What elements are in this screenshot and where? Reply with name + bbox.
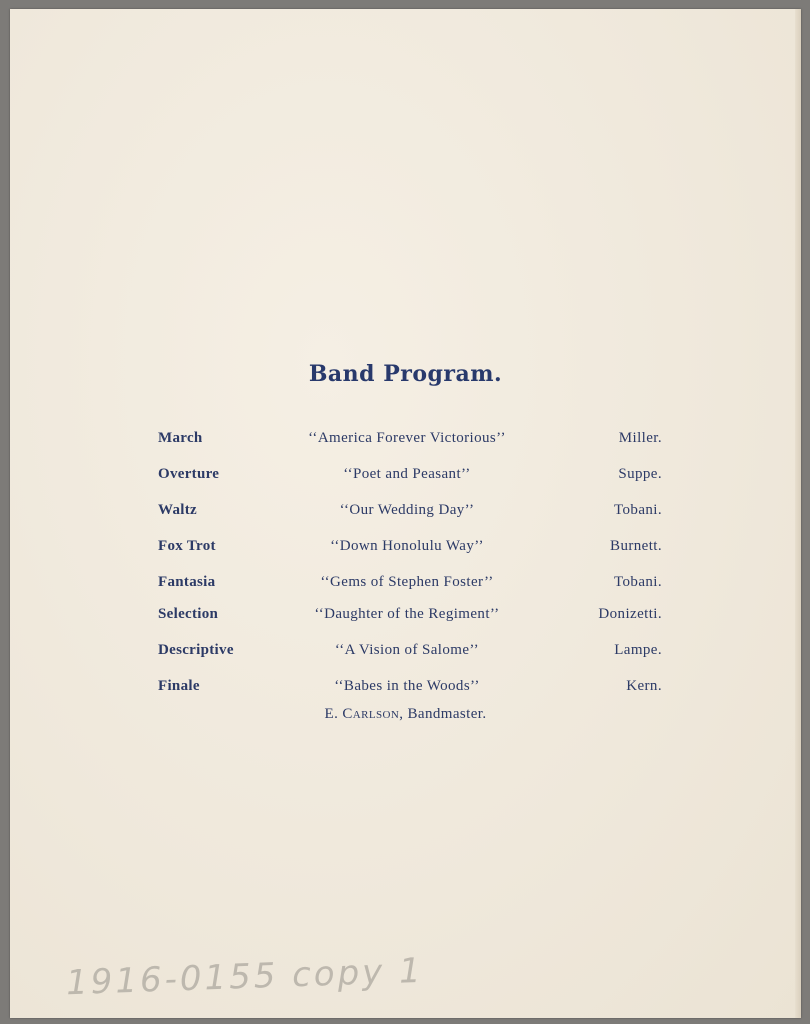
program-card (10, 9, 801, 1018)
composer: Lampe. (614, 642, 662, 658)
program-row (10, 678, 801, 700)
composer: Kern. (626, 678, 662, 694)
bandmaster-name: Carlson (342, 706, 400, 722)
composer: Tobani. (614, 502, 662, 518)
bandmaster-role: , Bandmaster. (399, 706, 487, 722)
program-row (10, 606, 801, 628)
composer: Donizetti. (598, 606, 662, 622)
piece-type: Overture (158, 466, 220, 482)
composer: Suppe. (618, 466, 662, 482)
bandmaster-line (10, 706, 801, 723)
program-row (10, 642, 801, 664)
piece-title: ‘‘Our Wedding Day’’ (339, 502, 475, 518)
piece-title: ‘‘Gems of Stephen Foster’’ (320, 574, 494, 590)
composer: Miller. (618, 430, 662, 446)
piece-title: ‘‘Babes in the Woods’’ (334, 678, 480, 694)
piece-title: ‘‘Poet and Peasant’’ (343, 466, 471, 482)
bandmaster-initial: E. (324, 706, 339, 722)
piece-type: Descriptive (158, 642, 234, 658)
program-row (10, 466, 801, 488)
piece-type: Finale (158, 678, 200, 694)
piece-type: Fantasia (158, 574, 216, 590)
piece-type: March (158, 430, 203, 446)
page-title: Band Program. (308, 361, 503, 387)
piece-title: ‘‘Daughter of the Regiment’’ (314, 606, 500, 622)
program-row (10, 538, 801, 560)
pencil-annotation: 1916-0155 copy 1 (65, 950, 425, 1004)
piece-title: ‘‘Down Honolulu Way’’ (330, 538, 484, 554)
piece-type: Fox Trot (158, 538, 216, 554)
program-row (10, 430, 801, 452)
composer: Tobani. (614, 574, 662, 590)
piece-type: Selection (158, 606, 219, 622)
piece-title: ‘‘America Forever Victorious’’ (308, 430, 506, 446)
piece-title: ‘‘A Vision of Salome’’ (334, 642, 480, 658)
program-row (10, 574, 801, 596)
piece-type: Waltz (158, 502, 197, 518)
program-row (10, 502, 801, 524)
composer: Burnett. (610, 538, 662, 554)
